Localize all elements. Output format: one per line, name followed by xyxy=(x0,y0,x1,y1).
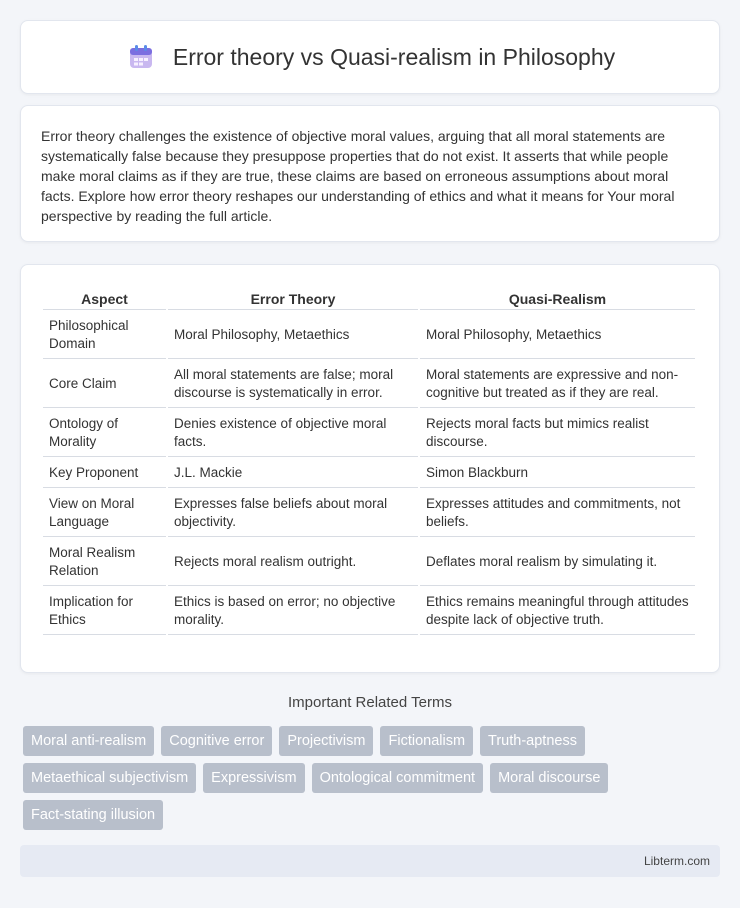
row-quasi-realism: Rejects moral facts but mimics realist discourse. xyxy=(420,410,695,457)
row-quasi-realism: Moral Philosophy, Metaethics xyxy=(420,312,695,359)
row-error-theory: Denies existence of objective moral facts. xyxy=(168,410,418,457)
header-aspect: Aspect xyxy=(43,287,166,310)
row-error-theory: J.L. Mackie xyxy=(168,459,418,488)
related-term-tag[interactable]: Projectivism xyxy=(279,726,373,756)
row-aspect: Ontology of Morality xyxy=(43,410,166,457)
related-term-tag[interactable]: Moral discourse xyxy=(490,763,608,793)
footer-brand-link[interactable]: Libterm.com xyxy=(643,854,710,868)
related-term-tag[interactable]: Cognitive error xyxy=(161,726,272,756)
intro-paragraph: Error theory challenges the existence of objective moral values, arguing that all moral statements are systematically false because they presuppose properties that do not exist. It asserts that while people make moral claims as if they are true, these claims are based on erroneous assumptions about moral facts. Explore how error theory reshapes our understanding of ethics and what it means for Your moral perspective by reading the full article. xyxy=(41,128,675,224)
table-row xyxy=(43,312,695,359)
table-row xyxy=(43,459,695,488)
intro-card xyxy=(20,105,720,242)
row-error-theory: Ethics is based on error; no objective morality. xyxy=(168,588,418,635)
row-error-theory: Rejects moral realism outright. xyxy=(168,539,418,586)
comparison-card xyxy=(20,264,720,673)
row-aspect: Core Claim xyxy=(43,361,166,408)
row-error-theory: All moral statements are false; moral discourse is systematically in error. xyxy=(168,361,418,408)
row-aspect: Moral Realism Relation xyxy=(43,539,166,586)
row-error-theory: Moral Philosophy, Metaethics xyxy=(168,312,418,359)
row-quasi-realism: Expresses attitudes and commitments, not beliefs. xyxy=(420,490,695,537)
related-term-tag[interactable]: Expressivism xyxy=(203,763,304,793)
page-title: Error theory vs Quasi-realism in Philosophy xyxy=(172,43,616,70)
comparison-table xyxy=(41,285,697,637)
table-row xyxy=(43,539,695,586)
related-terms-list xyxy=(23,726,713,830)
header-error-theory: Error Theory xyxy=(168,287,418,310)
row-aspect: Key Proponent xyxy=(43,459,166,488)
row-quasi-realism: Simon Blackburn xyxy=(420,459,695,488)
row-quasi-realism: Ethics remains meaningful through attitudes despite lack of objective truth. xyxy=(420,588,695,635)
related-terms-heading: Important Related Terms xyxy=(288,694,452,711)
title-card xyxy=(20,20,720,94)
table-row xyxy=(43,361,695,408)
row-error-theory: Expresses false beliefs about moral objectivity. xyxy=(168,490,418,537)
related-term-tag[interactable]: Metaethical subjectivism xyxy=(23,763,196,793)
row-aspect: View on Moral Language xyxy=(43,490,166,537)
calendar-icon xyxy=(125,41,157,73)
row-aspect: Implication for Ethics xyxy=(43,588,166,635)
table-header-row xyxy=(43,287,695,310)
header-quasi-realism: Quasi-Realism xyxy=(420,287,695,310)
related-term-tag[interactable]: Truth-aptness xyxy=(480,726,585,756)
related-term-tag[interactable]: Fictionalism xyxy=(380,726,473,756)
footer xyxy=(20,845,720,877)
related-term-tag[interactable]: Ontological commitment xyxy=(312,763,484,793)
table-row xyxy=(43,410,695,457)
row-quasi-realism: Deflates moral realism by simulating it. xyxy=(420,539,695,586)
table-row xyxy=(43,588,695,635)
row-aspect: Philosophical Domain xyxy=(43,312,166,359)
related-term-tag[interactable]: Moral anti-realism xyxy=(23,726,154,756)
row-quasi-realism: Moral statements are expressive and non-cognitive but treated as if they are real. xyxy=(420,361,695,408)
table-row xyxy=(43,490,695,537)
related-term-tag[interactable]: Fact-stating illusion xyxy=(23,800,163,830)
